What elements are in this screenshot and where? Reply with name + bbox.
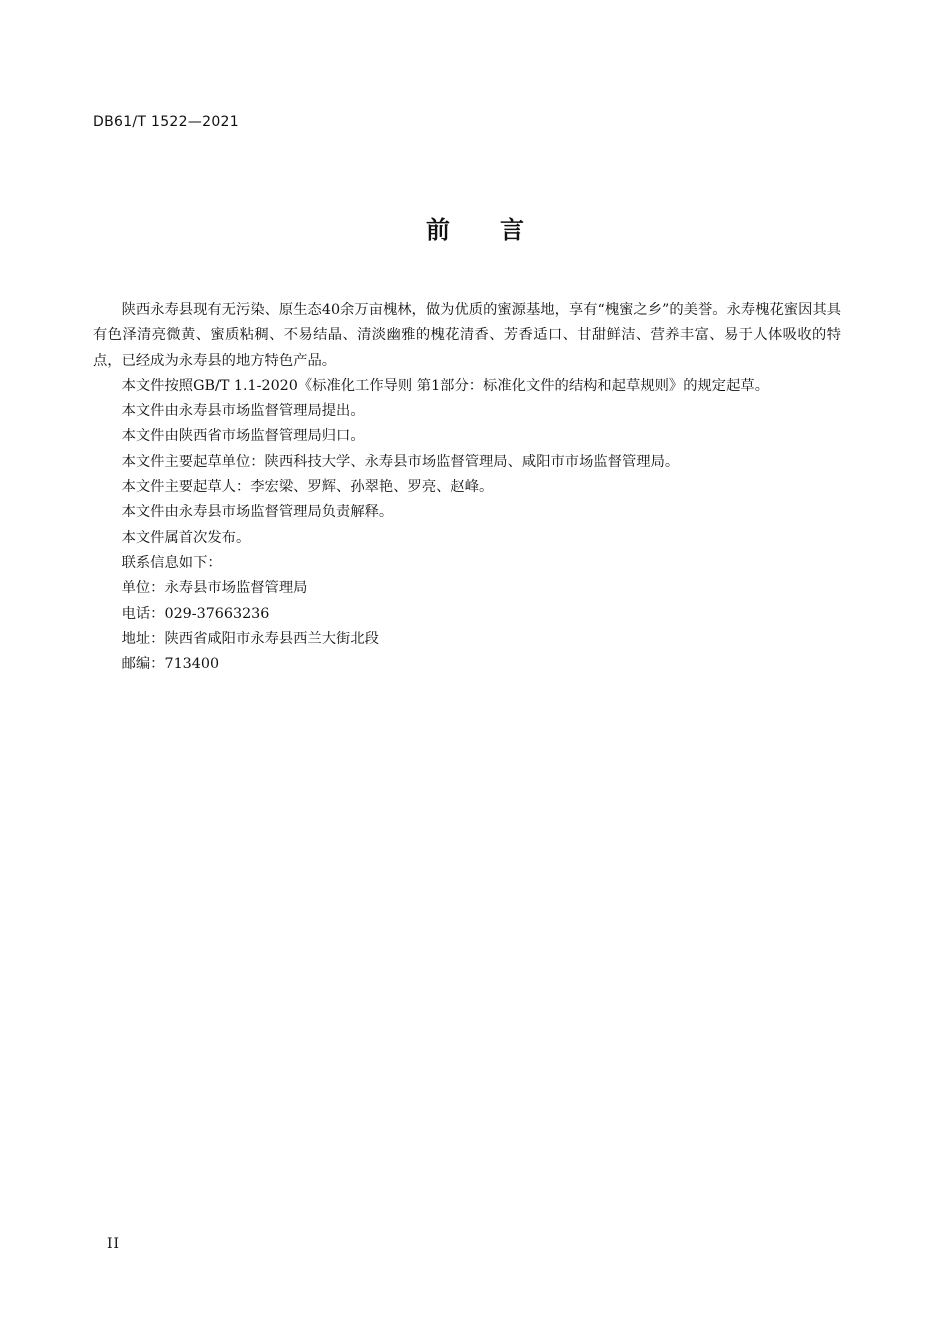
contact-unit: 单位：永寿县市场监督管理局 (121, 580, 308, 597)
paragraph-first-release: 本文件属首次发布。 (121, 529, 251, 546)
paragraph-interpretation: 本文件由永寿县市场监督管理局负责解释。 (121, 504, 394, 521)
paragraph-centralized-unit: 本文件由陕西省市场监督管理局归口。 (121, 428, 365, 445)
paragraph-drafting-units: 本文件主要起草单位：陕西科技大学、永寿县市场监督管理局、咸阳市市场监督管理局。 (121, 453, 680, 470)
paragraph-drafting-rules: 本文件按照GB/T 1.1-2020《标准化工作导则 第1部分：标准化文件的结构和起草规则》的规定起草。 (121, 377, 769, 394)
paragraph-proposer: 本文件由永寿县市场监督管理局提出。 (121, 403, 365, 420)
paragraph-contact-heading: 联系信息如下： (121, 554, 222, 571)
contact-phone: 电话：029-37663236 (121, 605, 270, 622)
page-number: II (107, 1236, 121, 1252)
paragraph-intro: 陕西永寿县现有无污染、原生态40余万亩槐林，做为优质的蜜源基地，享有“槐蜜之乡”的美誉。永寿槐花蜜因其具有色泽清亮微黄、蜜质粘稠、不易结晶、清淡幽雅的槐花清香、芳香适口、甘甜鲜洁、营养丰富、易于人体吸收的特点，已经成为永寿县的地方特色产品。 (93, 302, 841, 369)
page-title: 前言 (426, 216, 574, 244)
contact-address: 地址：陕西省咸阳市永寿县西兰大街北段 (121, 630, 379, 647)
document-code: DB61/T 1522—2021 (93, 114, 239, 130)
contact-postcode: 邮编：713400 (121, 656, 220, 673)
paragraph-drafters: 本文件主要起草人：李宏梁、罗辉、孙翠艳、罗亮、赵峰。 (121, 479, 494, 496)
foreword-body (93, 298, 841, 677)
